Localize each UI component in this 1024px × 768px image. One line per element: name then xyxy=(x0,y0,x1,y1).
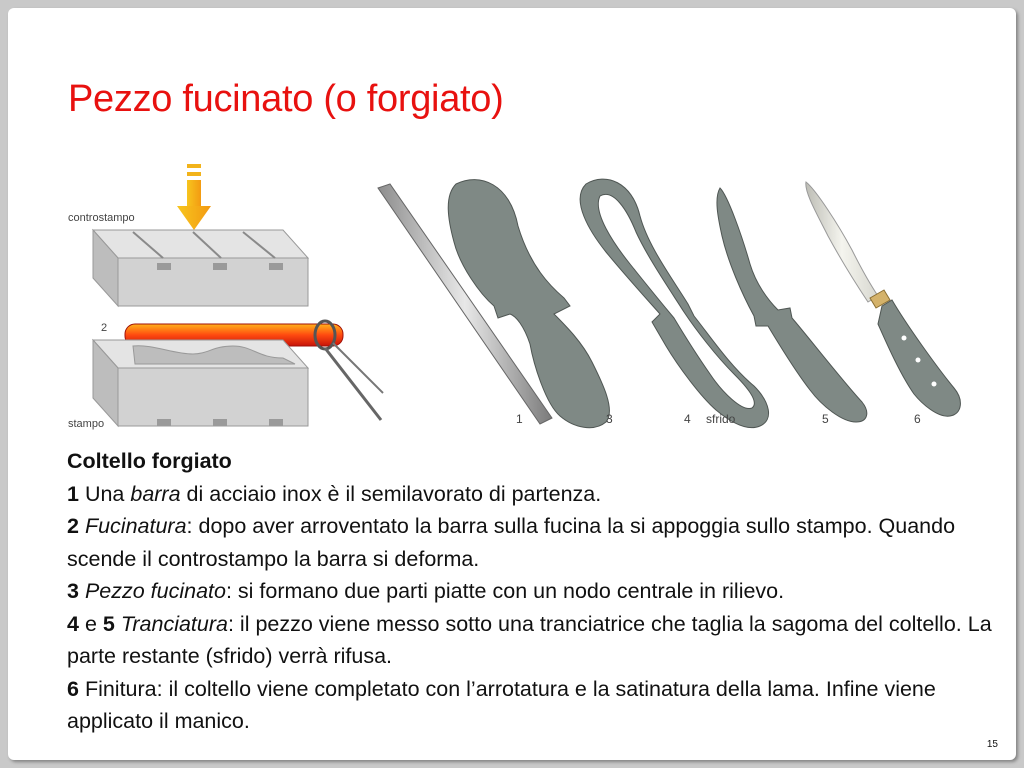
knife-stages-illustration xyxy=(370,166,990,436)
label-stampo: stampo xyxy=(68,418,105,430)
label-step-1: 1 xyxy=(516,412,523,426)
text-span: : dopo aver arroventato la barra sulla fucina la si appoggia sullo stampo. Quando scende il controstampo la barra si deforma. xyxy=(67,514,956,571)
paragraph-5 xyxy=(67,673,997,738)
text-span: Una xyxy=(78,481,131,506)
term: barra xyxy=(130,481,181,506)
step-number: 4 xyxy=(67,611,79,636)
step-number: 5 xyxy=(102,611,115,636)
body-text xyxy=(67,445,997,738)
text-span: : il pezzo viene messo sotto una tranciatrice che taglia la sagoma del coltello. La parte restante (sfrido) verrà rifusa. xyxy=(67,611,992,668)
paragraph-2 xyxy=(67,510,997,575)
paragraph-1 xyxy=(67,478,997,511)
page-number: 15 xyxy=(986,739,998,750)
slide-title: Pezzo fucinato (o forgiato) xyxy=(68,78,504,120)
term: Tranciatura xyxy=(120,611,228,636)
term: Fucinatura xyxy=(84,514,187,538)
text-span: di acciaio inox è il semilavorato di partenza. xyxy=(180,481,602,506)
step-number: 3 xyxy=(67,579,79,603)
label-step-6: 6 xyxy=(914,412,921,426)
label-step-5: 5 xyxy=(822,412,829,426)
label-step-4: 4 xyxy=(684,412,691,426)
slide xyxy=(8,8,1016,760)
label-step-2: 2 xyxy=(101,322,108,334)
text-span: Finitura: il coltello viene completato con l’arrotatura e la satinatura della lama. Infine viene applicato il manico. xyxy=(67,676,936,733)
paragraph-3 xyxy=(67,575,997,608)
term: Pezzo fucinato xyxy=(84,579,226,603)
paragraph-4 xyxy=(67,608,997,673)
label-step-3: 3 xyxy=(606,412,613,426)
step-number: 1 xyxy=(67,481,79,506)
text-span: : si formano due parti piatte con un nodo centrale in rilievo. xyxy=(225,579,785,603)
label-sfrido: sfrido xyxy=(706,412,736,426)
forging-die-illustration xyxy=(63,158,393,433)
step-number: 2 xyxy=(67,514,79,538)
text-span: e xyxy=(78,611,103,636)
text-heading: Coltello forgiato xyxy=(67,449,232,473)
label-controstampo: controstampo xyxy=(68,212,135,224)
step-number: 6 xyxy=(67,676,79,701)
